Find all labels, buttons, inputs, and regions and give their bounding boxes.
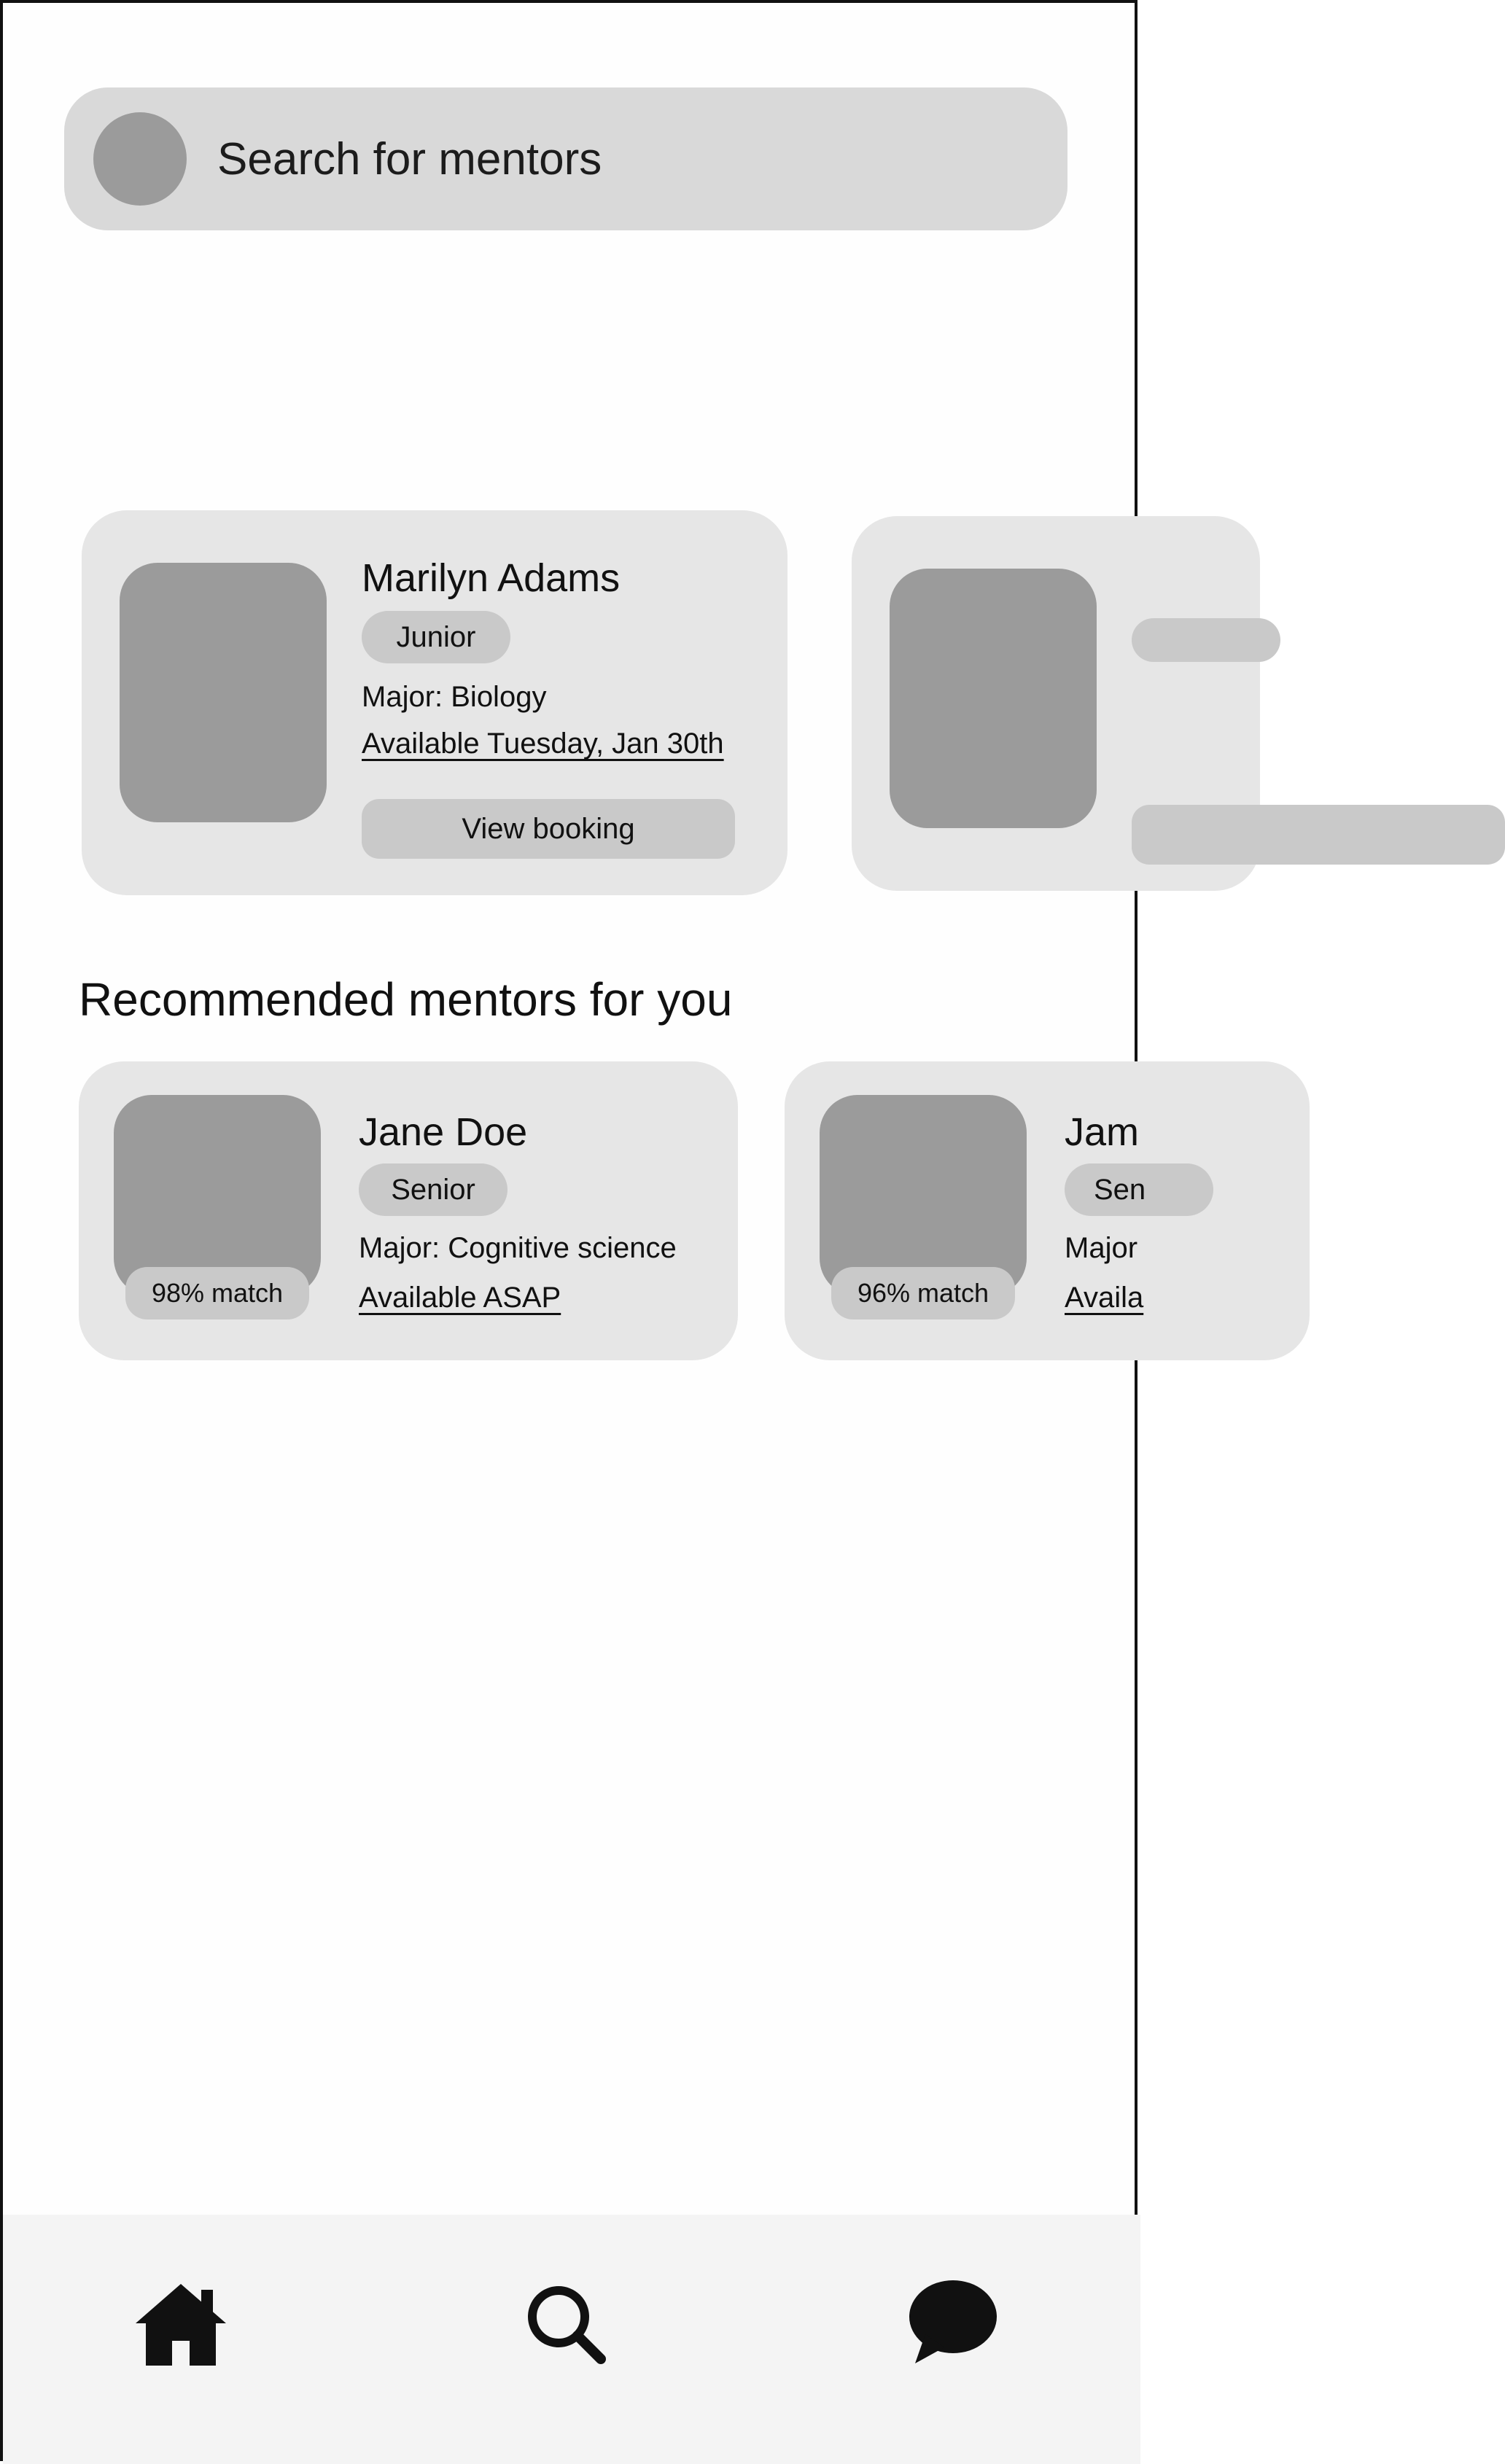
mentor-name: Jane Doe: [359, 1110, 528, 1154]
availability-link[interactable]: Available Tuesday, Jan 30th: [362, 728, 724, 760]
mentor-photo: [120, 563, 327, 822]
mentor-photo: [114, 1095, 321, 1296]
search-bar[interactable]: [64, 87, 1068, 230]
availability-link[interactable]: Available ASAP: [359, 1282, 561, 1314]
search-placeholder: Search for mentors: [217, 133, 602, 184]
recommended-title: Recommended mentors for you: [79, 973, 733, 1026]
mentor-photo: [820, 1095, 1027, 1296]
booking-card[interactable]: [82, 510, 788, 895]
nav-search[interactable]: [508, 2266, 624, 2382]
year-badge-label: Sen: [1094, 1173, 1146, 1206]
recommended-card[interactable]: [79, 1061, 738, 1360]
home-icon: [133, 2280, 229, 2369]
match-badge: 96% match: [831, 1267, 1015, 1319]
mentor-major: Major: [1065, 1232, 1138, 1264]
year-badge: Senior: [359, 1163, 508, 1216]
nav-home[interactable]: [122, 2266, 239, 2382]
view-booking-button[interactable]: [1132, 805, 1505, 865]
availability-link[interactable]: Availa: [1065, 1282, 1144, 1314]
recommended-card[interactable]: [785, 1061, 1310, 1360]
year-badge: [1132, 618, 1280, 662]
year-badge: Junior: [362, 611, 510, 663]
mentor-major: Major: Cognitive science: [359, 1232, 677, 1264]
mentor-name: Jam: [1065, 1110, 1140, 1154]
match-badge: 98% match: [125, 1267, 309, 1319]
mentor-major: Major: Biology: [362, 681, 547, 713]
bottom-nav: [3, 2215, 1140, 2464]
chat-icon: [903, 2276, 998, 2366]
mentor-photo: [890, 569, 1097, 828]
search-icon: [525, 2283, 607, 2365]
year-badge: [1065, 1163, 1213, 1216]
booking-card[interactable]: [852, 516, 1260, 891]
nav-messages[interactable]: [892, 2263, 1009, 2379]
view-booking-button[interactable]: View booking: [362, 799, 735, 859]
profile-avatar[interactable]: [93, 112, 187, 206]
mentor-name: Marilyn Adams: [362, 556, 621, 600]
